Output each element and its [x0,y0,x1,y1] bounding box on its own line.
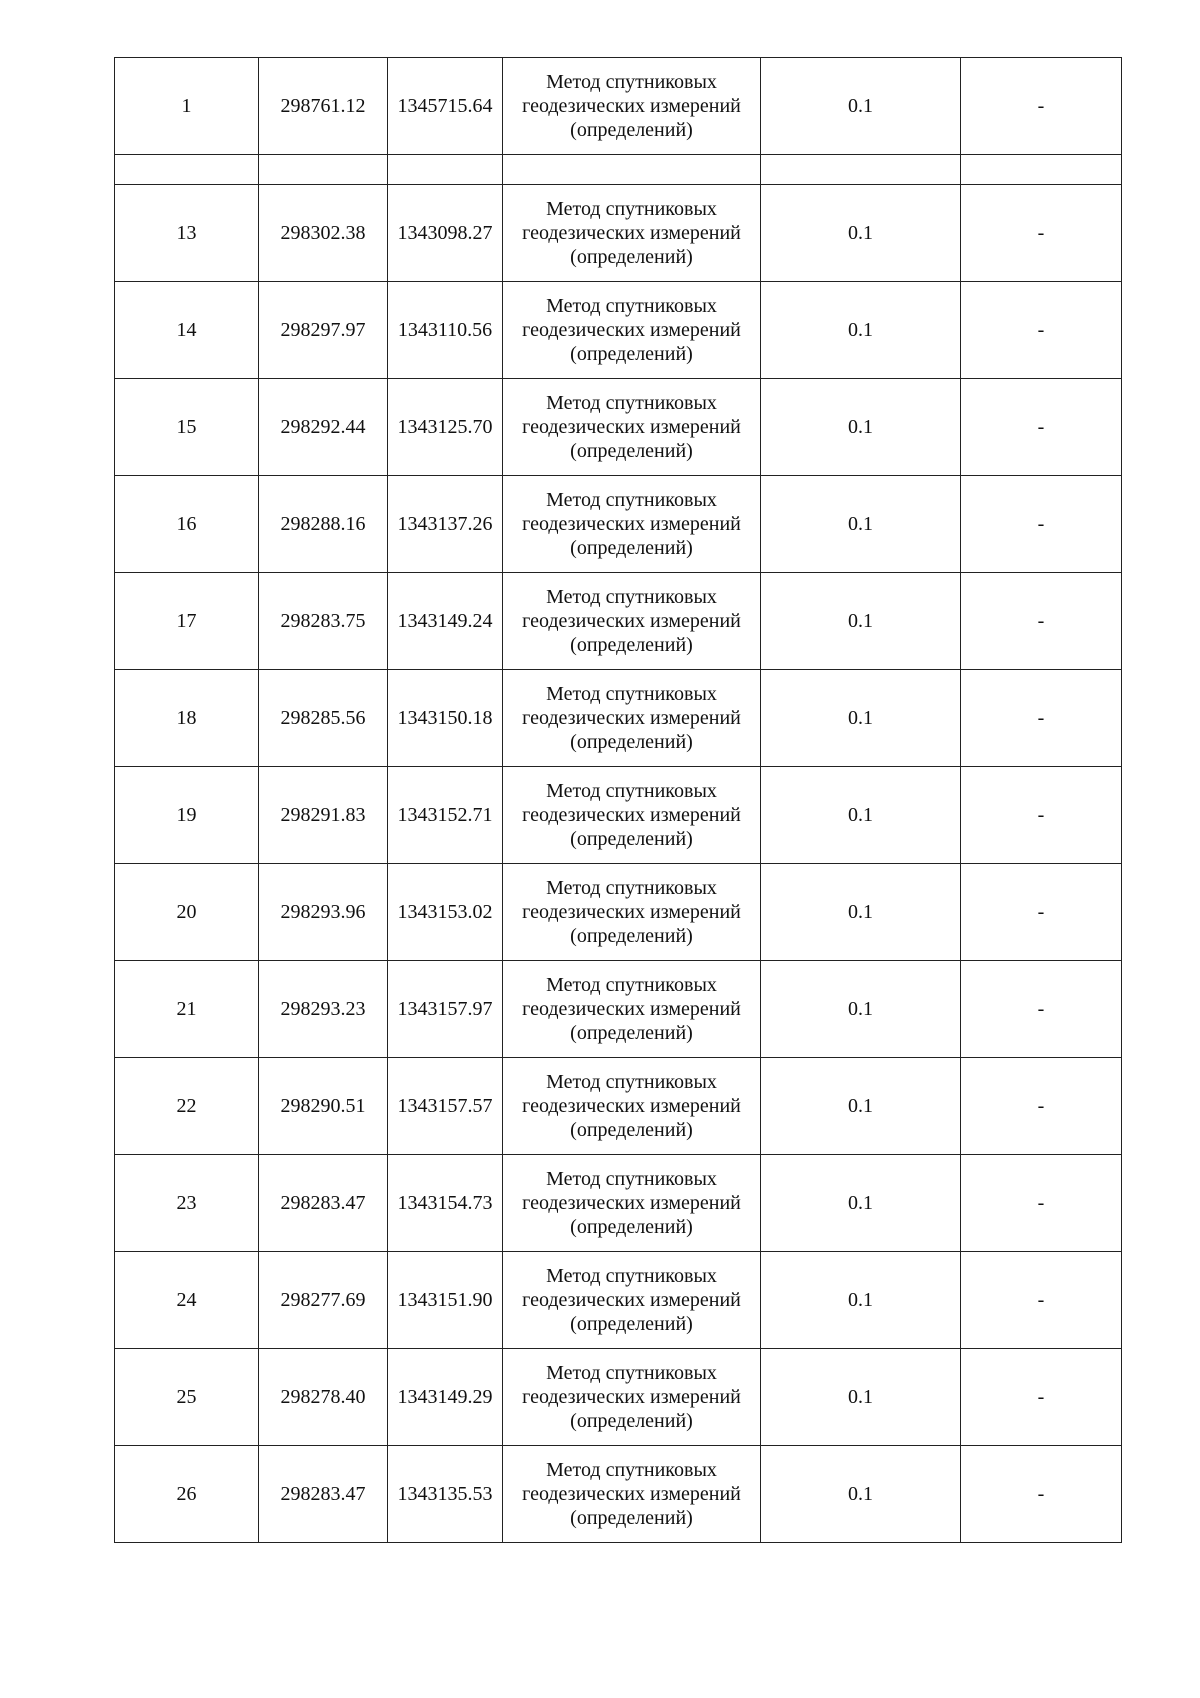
point-number-cell [115,767,259,864]
x-coordinate-cell [259,155,388,185]
accuracy-cell [761,1446,961,1543]
note-cell [961,185,1122,282]
x-coordinate-cell-text: 298293.23 [280,998,366,1020]
x-coordinate-cell [259,1058,388,1155]
method-cell [503,379,761,476]
note-cell-text: - [1037,610,1045,632]
method-cell [503,185,761,282]
y-coordinate-cell-text: 1343149.24 [397,610,493,632]
coordinates-table [114,57,1122,1543]
y-coordinate-cell [388,573,503,670]
accuracy-cell-text: 0.1 [848,610,873,632]
table-row [115,670,1122,767]
y-coordinate-cell [388,1446,503,1543]
accuracy-cell [761,961,961,1058]
y-coordinate-cell-text: 1343153.02 [397,901,493,923]
accuracy-cell [761,185,961,282]
note-cell [961,379,1122,476]
accuracy-cell-text: 0.1 [848,513,873,535]
x-coordinate-cell [259,767,388,864]
x-coordinate-cell [259,1349,388,1446]
point-number-cell-text: 19 [176,804,197,826]
method-cell-text: Метод спутниковых геодезических измерений (определений) [522,1071,741,1141]
table-row [115,1058,1122,1155]
method-cell-text: Метод спутниковых геодезических измерений (определений) [522,489,741,559]
x-coordinate-cell-text: 298297.97 [280,319,366,341]
point-number-cell [115,1252,259,1349]
point-number-cell [115,185,259,282]
note-cell [961,1155,1122,1252]
note-cell-text: - [1037,1095,1045,1117]
note-cell-text: - [1037,1192,1045,1214]
point-number-cell [115,155,259,185]
table-row [115,864,1122,961]
method-cell-text: Метод спутниковых геодезических измерений (определений) [522,1362,741,1432]
table-row [115,282,1122,379]
accuracy-cell [761,864,961,961]
y-coordinate-cell-text: 1343157.57 [397,1095,493,1117]
x-coordinate-cell-text: 298290.51 [280,1095,366,1117]
y-coordinate-cell [388,1252,503,1349]
x-coordinate-cell-text: 298283.47 [280,1192,366,1214]
note-cell-text: - [1037,222,1045,244]
point-number-cell-text: 23 [176,1192,197,1214]
x-coordinate-cell [259,961,388,1058]
y-coordinate-cell-text: 1343152.71 [397,804,493,826]
table-row [115,573,1122,670]
accuracy-cell-text: 0.1 [848,416,873,438]
x-coordinate-cell-text: 298283.75 [280,610,366,632]
accuracy-cell-text: 0.1 [848,1483,873,1505]
note-cell [961,961,1122,1058]
table-row [115,185,1122,282]
method-cell [503,1252,761,1349]
table-row [115,58,1122,155]
method-cell [503,1058,761,1155]
accuracy-cell [761,573,961,670]
accuracy-cell-text: 0.1 [848,804,873,826]
x-coordinate-cell [259,282,388,379]
note-cell-text: - [1037,804,1045,826]
accuracy-cell [761,1349,961,1446]
x-coordinate-cell [259,1446,388,1543]
accuracy-cell [761,1252,961,1349]
x-coordinate-cell [259,1155,388,1252]
point-number-cell-text: 24 [176,1289,197,1311]
x-coordinate-cell-text: 298283.47 [280,1483,366,1505]
note-cell [961,670,1122,767]
accuracy-cell [761,1058,961,1155]
point-number-cell-text: 16 [176,513,197,535]
point-number-cell [115,1155,259,1252]
point-number-cell-text: 21 [176,998,197,1020]
method-cell [503,476,761,573]
y-coordinate-cell-text: 1343151.90 [397,1289,493,1311]
method-cell [503,1349,761,1446]
point-number-cell [115,379,259,476]
y-coordinate-cell-text: 1343098.27 [397,222,493,244]
y-coordinate-cell [388,1349,503,1446]
note-cell-text: - [1037,1483,1045,1505]
method-cell-text: Метод спутниковых геодезических измерений (определений) [522,295,741,365]
note-cell [961,476,1122,573]
table-row [115,1155,1122,1252]
x-coordinate-cell-text: 298293.96 [280,901,366,923]
note-cell-text: - [1037,513,1045,535]
method-cell [503,282,761,379]
note-cell-text: - [1037,416,1045,438]
method-cell [503,573,761,670]
x-coordinate-cell-text: 298288.16 [280,513,366,535]
point-number-cell [115,1058,259,1155]
point-number-cell-text: 25 [176,1386,197,1408]
x-coordinate-cell-text: 298278.40 [280,1386,366,1408]
x-coordinate-cell-text: 298761.12 [280,95,366,117]
x-coordinate-cell [259,1252,388,1349]
x-coordinate-cell [259,185,388,282]
x-coordinate-cell [259,58,388,155]
x-coordinate-cell [259,864,388,961]
x-coordinate-cell [259,670,388,767]
point-number-cell [115,282,259,379]
point-number-cell-text: 18 [176,707,197,729]
method-cell [503,1155,761,1252]
y-coordinate-cell-text: 1343150.18 [397,707,493,729]
accuracy-cell-text: 0.1 [848,95,873,117]
note-cell [961,282,1122,379]
point-number-cell [115,961,259,1058]
note-cell [961,1058,1122,1155]
method-cell [503,58,761,155]
accuracy-cell-text: 0.1 [848,901,873,923]
y-coordinate-cell [388,58,503,155]
y-coordinate-cell [388,1155,503,1252]
accuracy-cell-text: 0.1 [848,1386,873,1408]
note-cell [961,767,1122,864]
accuracy-cell [761,767,961,864]
x-coordinate-cell-text: 298292.44 [280,416,366,438]
accuracy-cell-text: 0.1 [848,707,873,729]
method-cell-text: Метод спутниковых геодезических измерений (определений) [522,1168,741,1238]
x-coordinate-cell-text: 298285.56 [280,707,366,729]
note-cell-text: - [1037,901,1045,923]
y-coordinate-cell-text: 1343154.73 [397,1192,493,1214]
method-cell [503,767,761,864]
note-cell [961,1349,1122,1446]
point-number-cell-text: 13 [176,222,197,244]
note-cell [961,573,1122,670]
y-coordinate-cell-text: 1343110.56 [397,319,493,341]
point-number-cell [115,670,259,767]
point-number-cell [115,58,259,155]
note-cell [961,155,1122,185]
point-number-cell [115,864,259,961]
method-cell [503,864,761,961]
x-coordinate-cell [259,379,388,476]
note-cell-text: - [1037,319,1045,341]
point-number-cell [115,573,259,670]
y-coordinate-cell-text: 1343149.29 [397,1386,493,1408]
note-cell [961,864,1122,961]
x-coordinate-cell-text: 298291.83 [280,804,366,826]
accuracy-cell [761,155,961,185]
accuracy-cell-text: 0.1 [848,1192,873,1214]
table-row [115,1252,1122,1349]
method-cell-text: Метод спутниковых геодезических измерений (определений) [522,974,741,1044]
method-cell-text: Метод спутниковых геодезических измерений (определений) [522,586,741,656]
table-row [115,767,1122,864]
y-coordinate-cell-text: 1343135.53 [397,1483,493,1505]
point-number-cell-text: 15 [176,416,197,438]
y-coordinate-cell [388,476,503,573]
accuracy-cell [761,476,961,573]
x-coordinate-cell-text: 298302.38 [280,222,366,244]
method-cell [503,670,761,767]
table-row [115,476,1122,573]
y-coordinate-cell [388,767,503,864]
method-cell-text: Метод спутниковых геодезических измерений (определений) [522,877,741,947]
method-cell-text: Метод спутниковых геодезических измерений (определений) [522,683,741,753]
point-number-cell-text: 14 [176,319,197,341]
note-cell-text: - [1037,707,1045,729]
table-row [115,961,1122,1058]
y-coordinate-cell [388,379,503,476]
note-cell [961,1252,1122,1349]
table-row [115,155,1122,185]
y-coordinate-cell [388,282,503,379]
table-row [115,1446,1122,1543]
y-coordinate-cell [388,1058,503,1155]
method-cell-text: Метод спутниковых геодезических измерений (определений) [522,198,741,268]
point-number-cell [115,1349,259,1446]
note-cell-text: - [1037,1386,1045,1408]
method-cell-text: Метод спутниковых геодезических измерений (определений) [522,780,741,850]
y-coordinate-cell [388,961,503,1058]
y-coordinate-cell [388,670,503,767]
accuracy-cell-text: 0.1 [848,998,873,1020]
table-row [115,1349,1122,1446]
accuracy-cell [761,1155,961,1252]
note-cell-text: - [1037,1289,1045,1311]
method-cell-text: Метод спутниковых геодезических измерений (определений) [522,1265,741,1335]
y-coordinate-cell-text: 1343125.70 [397,416,493,438]
point-number-cell [115,476,259,573]
y-coordinate-cell [388,185,503,282]
accuracy-cell-text: 0.1 [848,319,873,341]
point-number-cell-text: 22 [176,1095,197,1117]
method-cell [503,961,761,1058]
accuracy-cell-text: 0.1 [848,222,873,244]
point-number-cell [115,1446,259,1543]
table-row [115,379,1122,476]
method-cell-text: Метод спутниковых геодезических измерений (определений) [522,392,741,462]
accuracy-cell [761,58,961,155]
point-number-cell-text: 26 [176,1483,197,1505]
x-coordinate-cell [259,476,388,573]
point-number-cell-text: 17 [176,610,197,632]
note-cell-text: - [1037,998,1045,1020]
y-coordinate-cell-text: 1345715.64 [397,95,493,117]
y-coordinate-cell-text: 1343137.26 [397,513,493,535]
point-number-cell-text: 20 [176,901,197,923]
note-cell-text: - [1037,95,1045,117]
accuracy-cell-text: 0.1 [848,1289,873,1311]
x-coordinate-cell-text: 298277.69 [280,1289,366,1311]
method-cell-text: Метод спутниковых геодезических измерений (определений) [522,1459,741,1529]
y-coordinate-cell [388,155,503,185]
y-coordinate-cell [388,864,503,961]
note-cell [961,58,1122,155]
method-cell [503,155,761,185]
x-coordinate-cell [259,573,388,670]
accuracy-cell [761,379,961,476]
y-coordinate-cell-text: 1343157.97 [397,998,493,1020]
method-cell [503,1446,761,1543]
point-number-cell-text: 1 [181,95,192,117]
accuracy-cell [761,282,961,379]
note-cell [961,1446,1122,1543]
method-cell-text: Метод спутниковых геодезических измерений (определений) [522,71,741,141]
accuracy-cell [761,670,961,767]
accuracy-cell-text: 0.1 [848,1095,873,1117]
